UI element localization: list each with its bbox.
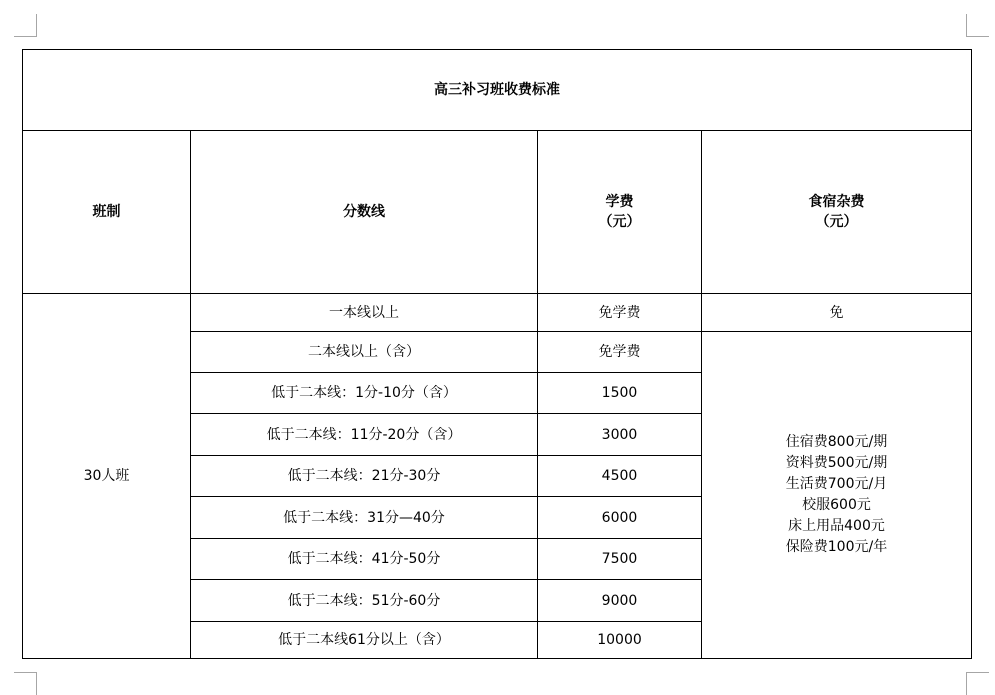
score-line-cell: 低于二本线：31分—40分 [191,497,538,539]
tuition-cell: 3000 [538,414,702,456]
score-line-cell: 低于二本线：51分-60分 [191,580,538,622]
crop-mark-bottom-left [14,672,37,695]
misc-fee-item: 资料费500元/期 [785,455,888,471]
score-line-cell: 二本线以上（含） [191,332,538,373]
score-line-cell: 低于二本线：1分-10分（含） [191,373,538,414]
tuition-cell: 4500 [538,456,702,497]
table-title: 高三补习班收费标准 [23,50,972,131]
crop-mark-bottom-right [966,672,989,695]
header-score-line: 分数线 [191,131,538,294]
score-line-cell: 低于二本线：21分-30分 [191,456,538,497]
misc-fee-item: 保险费100元/年 [785,539,888,555]
misc-fee-item: 床上用品400元 [788,518,885,534]
fee-standard-table [22,49,972,659]
score-line-cell: 低于二本线：11分-20分（含） [191,414,538,456]
score-line-cell: 一本线以上 [191,294,538,332]
misc-fee-item: 住宿费800元/期 [785,434,888,450]
tuition-cell: 10000 [538,622,702,659]
table-row [23,294,972,332]
misc-fee-first-cell: 免 [702,294,972,332]
tuition-cell: 7500 [538,539,702,580]
tuition-cell: 1500 [538,373,702,414]
crop-mark-top-left [14,14,37,37]
header-misc-unit: （元） [815,214,858,230]
misc-fees-cell [702,332,972,659]
score-line-cell: 低于二本线61分以上（含） [191,622,538,659]
header-row [23,131,972,294]
tuition-cell: 免学费 [538,294,702,332]
header-tuition [538,131,702,294]
title-row [23,50,972,131]
header-misc-fees [702,131,972,294]
tuition-cell: 6000 [538,497,702,539]
header-tuition-label: 学费 [605,194,634,210]
class-type-cell: 30人班 [23,294,191,659]
header-class-type: 班制 [23,131,191,294]
score-line-cell: 低于二本线：41分-50分 [191,539,538,580]
header-tuition-unit: （元） [598,214,641,230]
crop-mark-top-right [966,14,989,37]
tuition-cell: 9000 [538,580,702,622]
misc-fee-item: 生活费700元/月 [785,476,888,492]
header-misc-label: 食宿杂费 [808,194,865,210]
misc-fee-item: 校服600元 [802,497,871,513]
tuition-cell: 免学费 [538,332,702,373]
